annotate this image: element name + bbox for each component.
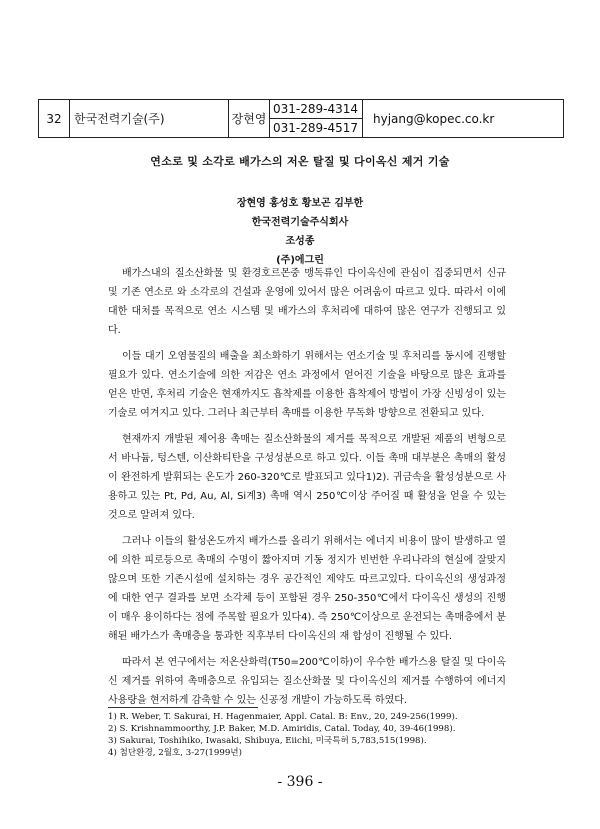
paper-title: 연소로 및 소각로 배가스의 저온 탈질 및 다이옥신 제거 기술	[150, 155, 450, 168]
entry-number: 32	[39, 100, 70, 138]
reference-item: 1) R. Weber, T. Sakurai, H. Hagenmaier, Appl. Catal. B: Env., 20, 249-256(1999).	[108, 712, 458, 722]
reference-item: 4) 첨단환경, 2월호, 3-27(1999년)	[108, 748, 242, 758]
paragraph: 이들 대기 오염물질의 배출을 최소화하기 위해서는 연소기술 및 후처리를 동시에 진행할 필요가 있다. 연소기술에 의한 저감은 연소 과정에서 얻어진 기술을 바탕으로 많은 효과를 얻은 반면, 후처리 기술은 현재까지도 흡착제를 이용한 흡착제어 방법이 가장 신빙성이 있는 기술로 여겨지고 있다. 그러나 최근부터 촉매를 이용한 무독화 방향으로 전환되고 있다.	[108, 351, 506, 419]
author-second: 조성종	[285, 236, 315, 247]
reference-item: 2) S. Krishnammoorthy, J.P. Baker, M.D. Amiridis, Catal. Today, 40, 39-46(1998).	[108, 724, 456, 734]
paragraph: 현재까지 개발된 제어용 촉매는 질소산화물의 제거를 목적으로 개발된 제품의 변형으로서 바나듐, 텅스텐, 이산화티탄을 구성성분으로 하고 있다. 이들 촉매 대부분은 촉매의 활성이 완전하게 발휘되는 온도가 260-320℃로 발표되고 있다1)2). 귀금속을 활성성분으로 사용하고 있는 Pt, Pd, Au, Al, Si계3) 촉매 역시 250℃이상 주어질 때 활성을 얻을 수 있는 것으로 알려져 있다.	[108, 434, 506, 521]
phone-number: 031-289-4314	[270, 100, 363, 119]
contact-person: 장현영	[229, 100, 270, 138]
paragraph: 따라서 본 연구에서는 저온산화력(T50=200℃이하)이 우수한 배가스용 탈질 및 다이옥신 제거를 위하여 촉매층으로 유입되는 질소산화물 및 다이옥신의 제거를 수행하여 에너지 사용량을 현저하게 감축할 수 있는 신공정 개발이 가능하도록 하였다.	[108, 657, 506, 706]
footnote-divider	[108, 707, 258, 708]
author-names: 장현영 홍성호 황보곤 김부한	[236, 198, 364, 209]
paragraph: 그러나 이들의 활성온도까지 배가스를 올리기 위해서는 에너지 비용이 많이 발생하고 열에 의한 피로등으로 촉매의 수명이 짧아지며 기동 정지가 빈번한 우리나라의 현실에 잘맞지않으며 또한 기존시설에 설치하는 경우 공간적인 제약도 따르고있다. 다이옥신의 생성과정에 대한 연구 결과를 보면 소각체 등이 포함된 경우 250-350℃에서 다이옥신 생성의 진행이 매우 용이하다는 점에 주목할 필요가 있다4). 즉 250℃이상으로 운전되는 촉매층에서 분해된 배가스가 촉매층을 통과한 직후부터 다이옥신의 재 합성이 진행될 수 있다.	[108, 536, 506, 642]
paragraph: 배가스내의 질소산화물 및 환경호르몬중 맹독류인 다이옥신에 관심이 집중되면서 신규 및 기존 연소로 와 소각로의 건설과 운영에 있어서 많은 어려움이 따르고 있다. 따라서 이에 대한 대처를 목적으로 연소 시스템 및 배가스의 후처리에 대하여 많은 연구가 진행되고 있다.	[108, 268, 506, 336]
author-second-affiliation: (주)에그린	[276, 255, 324, 266]
fax-number: 031-289-4517	[270, 119, 363, 138]
author-affiliation: 한국전력기술주식회사	[251, 217, 349, 228]
body-text	[108, 264, 506, 717]
contact-table	[38, 99, 564, 138]
page-number: - 396 -	[277, 774, 323, 790]
reference-list	[108, 711, 508, 759]
reference-item: 3) Sakurai, Toshihiko, Iwasaki, Shibuya, Eiichi, 미국특허 5,783,515(1998).	[108, 736, 427, 746]
email-address: hyjang@kopec.co.kr	[363, 100, 564, 138]
organization-name: 한국전력기술(주)	[70, 100, 229, 138]
